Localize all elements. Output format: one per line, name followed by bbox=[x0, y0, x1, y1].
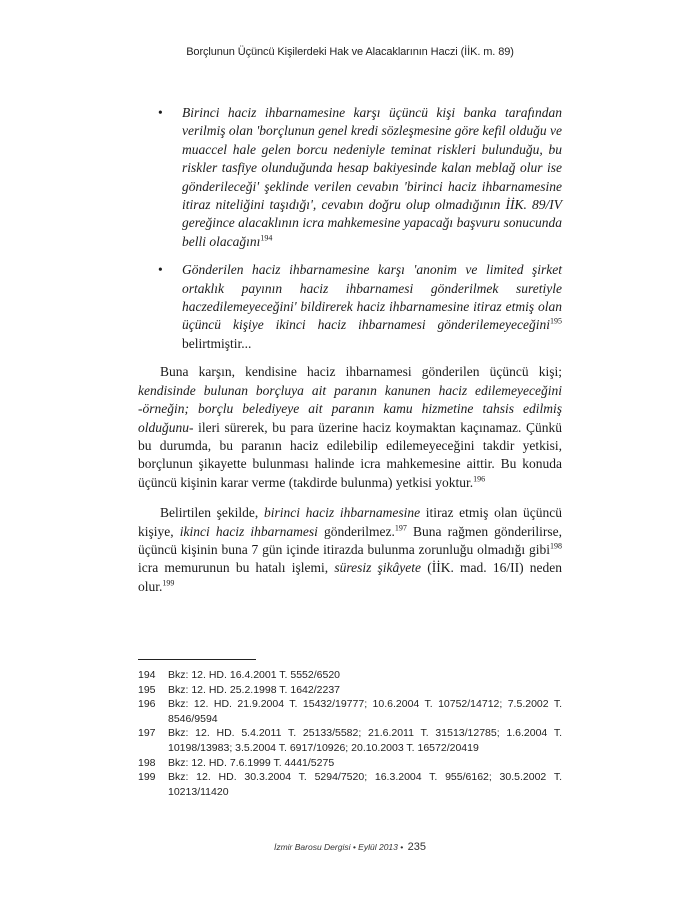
para-text: gönderilmez. bbox=[324, 523, 395, 539]
footnotes bbox=[138, 668, 562, 799]
para-text: (İİK. mad. 16/II) neden olur. bbox=[138, 560, 563, 594]
para-italic-text: birinci haciz ihbarnamesine bbox=[263, 505, 421, 521]
footnote-number: 194 bbox=[138, 669, 156, 681]
page-number: 235 bbox=[407, 841, 427, 853]
paragraph-1 bbox=[138, 363, 562, 492]
bullet-text: Birinci haciz ihbarnamesine karşı üçüncü kişi banka tarafından verilmiş olan 'borçlunun genel kredi sözleşmesine göre kefil olduğu ve muaccel hale gelen borcu nedeniyle teminat riskleri bulunduğu, bu riskler tasfiye olunduğunda hesap bakiyesinde kalan meblağ olur ise gönderileceği' şeklinde verilen cevabın 'birinci haciz ihbarnamesine itiraz niteliğini taşıdığı', cevabın doğru olup olmadığının İİK. 89/IV gereğince alacaklının icra mahkemesine yapacağı başvuru sonucunda belli olacağını bbox=[182, 105, 562, 249]
bullet-icon: • bbox=[158, 105, 163, 120]
running-header: Borçlunun Üçüncü Kişilerdeki Hak ve Alacaklarının Haczi (İİK. m. 89) bbox=[186, 46, 514, 58]
bullet-text: Gönderilen haciz ihbarnamesine karşı 'anonim ve limited şirket ortaklık payının haciz ihbarnamesi gönderilmek suretiyle haczedilemeyeceğini' bildirerek haciz ihbarnamesine itiraz etmiş olan üçüncü kişiye ikinci haciz ihbarnamesi gönderilemeyeceğini bbox=[182, 262, 562, 333]
footnote-text: Bkz: 12. HD. 30.3.2004 T. 5294/7520; 16.3.2004 T. 955/6162; 30.5.2002 T. 10213/11420 bbox=[168, 771, 562, 798]
bullet-tail: belirtmiştir... bbox=[182, 335, 252, 351]
main-text bbox=[138, 104, 562, 608]
journal-name: İzmir Barosu Dergisi • Eylül 2013 • bbox=[273, 842, 404, 852]
footnote-ref[interactable]: 197 bbox=[394, 523, 407, 533]
para-text: Belirtilen şekilde, bbox=[160, 505, 259, 521]
footnote-text: Bkz: 12. HD. 25.2.1998 T. 1642/2237 bbox=[168, 683, 341, 696]
para-text: icra memurunun bu hatalı işlemi, bbox=[138, 560, 329, 576]
footnote-number: 198 bbox=[138, 756, 156, 769]
para-text: Buna rağmen gönderilirse, üçüncü kişinin buna 7 gün içinde itirazda bulunma zorunluğu olmadığı gibi bbox=[138, 523, 563, 557]
paragraph-2 bbox=[138, 504, 562, 596]
para-text: ileri sürerek, bu para üzerine haciz koymaktan kaçınamaz. Çünkü bu durumda, bu paranın haciz edilebilip edilemeyeceğini takdir yetkisi, borçlunun şikayette bulunması halinde icra mahkemesine aittir. Bu konuda üçüncü kişinin karar verme (takdirde bulunma) yetkisi yoktur. bbox=[138, 419, 563, 490]
page-footer bbox=[0, 837, 700, 855]
bullet-item-1 bbox=[138, 104, 562, 251]
footnote-number: 195 bbox=[138, 683, 156, 696]
footnote-item bbox=[138, 770, 562, 799]
para-text: Buna karşın, kendisine haciz ihbarnamesi gönderilen üçüncü kişi; bbox=[160, 364, 562, 380]
footnote-ref[interactable]: 194 bbox=[260, 233, 273, 243]
footnote-item bbox=[138, 726, 562, 755]
footnote-ref[interactable]: 196 bbox=[473, 474, 486, 484]
footnote-number: 199 bbox=[138, 771, 156, 784]
para-italic-text: ikinci haciz ihbarnamesi bbox=[179, 523, 318, 539]
footnote-number: 196 bbox=[138, 698, 156, 711]
footnote-ref[interactable]: 198 bbox=[550, 541, 562, 551]
footnote-text: Bkz: 12. HD. 16.4.2001 T. 5552/6520 bbox=[168, 669, 341, 681]
footnote-ref[interactable]: 195 bbox=[550, 316, 562, 326]
footnote-text: Bkz: 12. HD. 21.9.2004 T. 15432/19777; 10.6.2004 T. 10752/14712; 7.5.2002 T. 8546/9594 bbox=[168, 698, 562, 725]
bullet-item-2 bbox=[138, 261, 562, 353]
para-italic-text: süresiz şikâyete bbox=[334, 560, 422, 576]
footnote-item bbox=[138, 683, 562, 698]
footnote-ref[interactable]: 199 bbox=[162, 578, 175, 588]
bullet-icon: • bbox=[158, 262, 163, 278]
footnote-number: 197 bbox=[138, 727, 156, 740]
footnote-item bbox=[138, 756, 562, 771]
para-text: itiraz etmiş olan üçüncü kişiye, bbox=[138, 505, 562, 539]
footnote-item bbox=[138, 697, 562, 726]
footnote-text: Bkz: 12. HD. 7.6.1999 T. 4441/5275 bbox=[168, 756, 335, 769]
footnote-divider bbox=[138, 659, 256, 660]
footnote-item bbox=[138, 668, 562, 683]
footnote-text: Bkz: 12. HD. 5.4.2011 T. 25133/5582; 21.6.2011 T. 31513/12785; 1.6.2004 T. 10198/13983; 3.5.2004 T. 6917/10926; 20.10.2003 T. 16572/20419 bbox=[168, 727, 562, 754]
para-italic-text: kendisinde bulunan borçluya ait paranın kanunen haciz edilemeyeceğini -örneğin; borçlu belediyeye ait paranın kamu hizmetine tahsis edilmiş olduğunu- bbox=[138, 382, 562, 435]
